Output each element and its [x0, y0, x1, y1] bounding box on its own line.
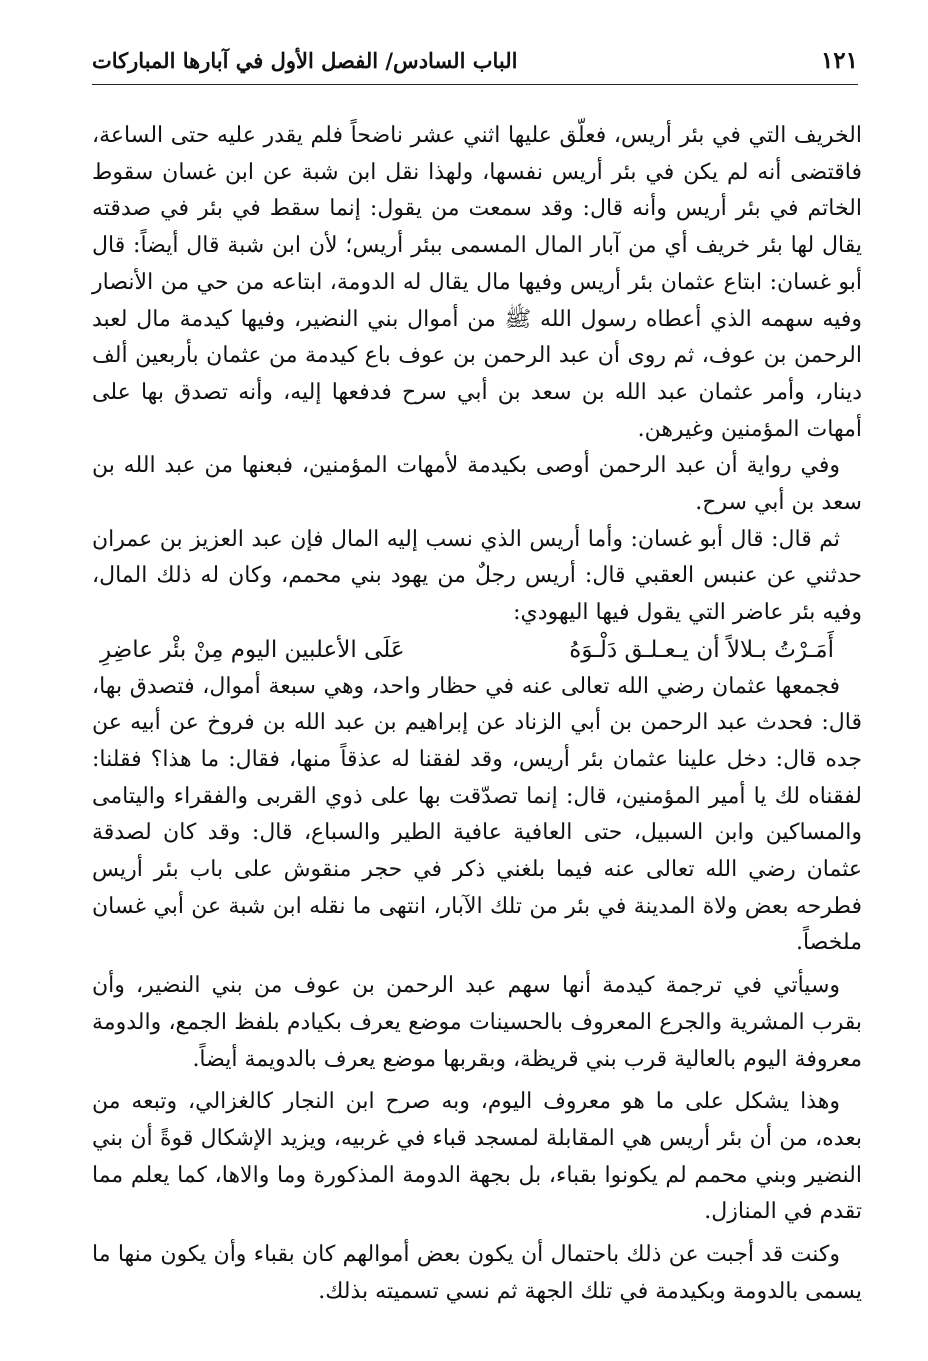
paragraph-4: فجمعها عثمان رضي الله تعالى عنه في حظار واحد، وهي سبعة أموال، فتصدق بها، قال: فحدث عبد الرحمن بن أبي الزناد عن إبراهيم بن عبد الله بن فروخ عن أبيه عن جده قال: دخل علينا عثمان بئر أريس، وقد لفقنا له عذقاً منها، فقال: ما هذا؟ فقلنا: لفقناه لك يا أمير المؤمنين، قال: إنما تصدّقت بها على ذوي القربى والفقراء واليتامى والمساكين وابن السبيل، حتى العافية عافية الطير والسباع، قال: وقد كان لصدقة عثمان رضي الله تعالى عنه فيما بلغني ذكر في حجر منقوش على باب بئر أريس فطرحه بعض ولاة المدينة في بئر من تلك الآبار، انتهى ما نقله ابن شبة عن أبي غسان ملخصاً.	[92, 673, 862, 956]
paragraph-7: وكنت قد أجبت عن ذلك باحتمال أن يكون بعض أموالهم كان بقباء وأن يكون منها ما يسمى بالدومة وبكيدمة في تلك الجهة ثم نسي تسميته بذلك.	[92, 1242, 862, 1304]
header-divider	[92, 84, 858, 85]
paragraph-6: وهذا يشكل على ما هو معروف اليوم، وبه صرح ابن النجار كالغزالي، وتبعه من بعده، من أن بئر أريس هي المقابلة لمسجد قباء في غربيه، ويزيد الإشكال قوةً أن بني النضير وبني محمم لم يكونوا بقباء، بل بجهة الدومة المذكورة وما والاها، كما يعلم مما تقدم في المنازل.	[92, 1089, 862, 1225]
verse-hemistich-2: عَلَى الأعلبين اليوم مِنْ بئْر عاضِرِ	[100, 636, 405, 663]
page-header	[92, 40, 858, 80]
paragraph-5: وسيأتي في ترجمة كيدمة أنها سهم عبد الرحمن بن عوف من بني النضير، وأن بقرب المشرية والجرع المعروف بالحسينات موضع يعرف بكيادم بلفظ الجمع، والدومة معروفة اليوم بالعالية قرب بني قريظة، وبقربها موضع يعرف بالدويمة أيضاً.	[92, 973, 862, 1072]
poem-verse	[92, 632, 862, 669]
main-text	[92, 118, 862, 1311]
page-number: ١٢١	[820, 46, 858, 74]
running-head: الباب السادس/ الفصل الأول في آبارها المباركات	[92, 47, 518, 73]
paragraph-2: وفي رواية أن عبد الرحمن أوصى بكيدمة لأمهات المؤمنين، فبعنها من عبد الله بن سعد بن أبي سرح.	[92, 453, 862, 516]
verse-hemistich-1: أَمَـرْتُ بـلالاً أن يـعـلـق دَلْـوَهُ	[569, 636, 834, 663]
paragraph-1: الخريف التي في بئر أريس، فعلّق عليها اثني عشر ناضحاً فلم يقدر عليه حتى الساعة، فاقتضى أنه لم يكن في بئر أريس نفسها، ولهذا نقل ابن شبة عن ابن غسان سقوط الخاتم في بئر أريس وأنه قال: وقد سمعت من يقول: إنما سقط في بئر في صدقته يقال لها بئر خريف أي من آبار المال المسمى ببئر أريس؛ لأن ابن شبة قال أيضاً: قال أبو غسان: ابتاع عثمان بئر أريس وفيها مال يقال له الدومة، ابتاعه من حي من الأنصار وفيه سهمه الذي أعطاه رسول الله ﷺ من أموال بني النضير، وفيها كيدمة مال لعبد الرحمن بن عوف، ثم روى أن عبد الرحمن بن عوف باع كيدمة من عثمان بأربعين ألف دينار، وأمر عثمان عبد الله بن سعد بن أبي سرح فدفعها إليه، وأنه تصدق بها على أمهات المؤمنين وغيرهن.	[92, 123, 862, 442]
paragraph-3: ثم قال: قال أبو غسان: وأما أريس الذي نسب إليه المال فإن عبد العزيز بن عمران حدثني عن عنبس العقبي قال: أريس رجلٌ من يهود بني محمم، وكان له ذلك المال، وفيه بئر عاضر التي يقول فيها اليهودي:	[92, 526, 862, 626]
